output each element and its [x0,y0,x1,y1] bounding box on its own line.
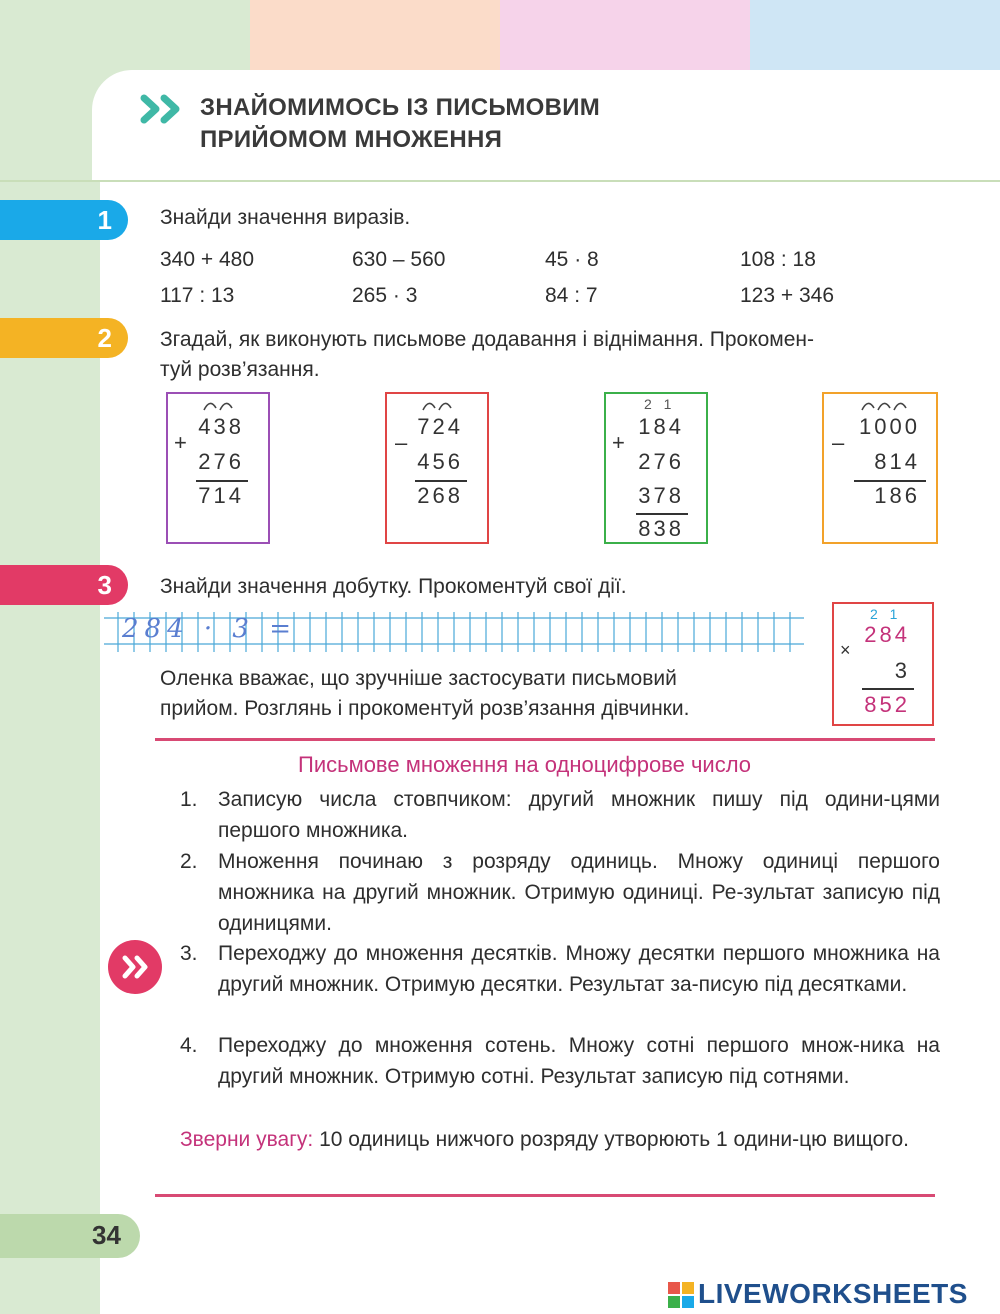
rule-bottom-line [155,1194,935,1197]
sum-result: 714 [198,483,244,508]
expression: 340 + 480 [160,248,255,271]
task-number-2: 2 [0,318,128,358]
minus-sign: – [832,430,845,455]
multiplicand: 284 [864,622,910,647]
sum-line [636,513,688,515]
expression: 117 : 13 [160,284,235,307]
sum-result: 838 [638,516,684,541]
expression: 630 – 560 [352,248,446,271]
carry-digits: 2 1 [870,606,902,622]
rule-item: 1. Записую числа стовпчиком: другий множник пишу під одини-цями першого множника. [180,788,940,842]
column-subtraction-1 [385,392,489,544]
note-text: 10 одиниць нижчого розряду утворюють 1 одини-цю вищого. [319,1128,910,1151]
minuend: 724 [417,414,463,439]
carry-arrows-icon [421,398,457,412]
addend-bottom: 276 [198,449,244,474]
difference-result: 186 [874,483,920,508]
plus-sign: + [612,430,625,455]
rule-title: Письмове множення на одноцифрове число [298,752,752,777]
column-addition-1 [166,392,270,544]
page-title: ЗНАЙОМИМОСЬ ІЗ ПИСЬМОВИМ ПРИЙОМОМ МНОЖЕННЯ [200,94,601,153]
left-green-margin [0,0,100,1314]
plus-sign: + [174,430,187,455]
expression: 108 : 18 [740,248,816,271]
difference-line [415,480,467,482]
addend-top: 438 [198,414,244,439]
rule-top-line [155,738,935,741]
expression: 45 · 8 [545,248,599,271]
times-sign: × [840,640,851,660]
addend-1: 184 [638,414,684,439]
sum-line [196,480,248,482]
task2-instruction: Згадай, як виконують письмове додавання і віднімання. Прокомен- туй розв’язання. [160,328,815,381]
liveworksheets-logo-icon [668,1282,694,1308]
task-number-1: 1 [0,200,128,240]
double-chevron-circle-icon [106,938,164,996]
addend-3: 378 [638,483,684,508]
product: 852 [864,692,910,717]
column-addition-2 [604,392,708,544]
carry-digits: 2 1 [644,396,676,412]
addend-2: 276 [638,449,684,474]
page-number: 34 [92,1220,121,1250]
multiplier: 3 [894,658,910,683]
minuend: 1000 [859,414,920,439]
task-number-3: 3 [0,565,128,605]
rule-item: 4. Переходжу до множення сотень. Множу сотні першого множ-ника на другий множник. Отримую сотні. Результат записую під сотнями. [180,1034,940,1088]
liveworksheets-watermark: LIVEWORKSHEETS [698,1278,968,1309]
rule-note [180,1124,940,1155]
carry-arrows-icon [860,398,914,412]
minus-sign: – [395,430,408,455]
task3-instruction: Знайди значення добутку. Прокоментуй свої дії. [160,575,627,598]
product-line [862,688,914,690]
rule-item: 3. Переходжу до множення десятків. Множу десятки першого множника на другий множник. Отримую десятки. Результат за-писую під десятками. [180,942,940,996]
handwritten-expression: 284 · 3 = [122,614,298,644]
multiplication-example [832,602,934,726]
expression: 123 + 346 [740,284,835,307]
rule-item: 2. Множення починаю з розряду одиниць. Множу одиниці першого множника на другий множник. Отримую одиниці. Ре-зультат записую під одиницями. [180,850,940,935]
expression: 265 · 3 [352,284,418,307]
expression: 84 : 7 [545,284,598,307]
subtrahend: 814 [874,449,920,474]
header-divider [0,180,1000,182]
difference-result: 268 [417,483,463,508]
column-subtraction-2 [822,392,938,544]
difference-line [854,480,926,482]
task1-instruction: Знайди значення виразів. [160,206,411,229]
task3-paragraph: Оленка вважає, що зручніше застосувати письмовий прийом. Розглянь і прокоментуй розв’язання дівчинки. [160,667,690,720]
subtrahend: 456 [417,449,463,474]
double-chevron-icon [140,94,188,124]
note-label: Зверни увагу: [180,1128,314,1151]
carry-arrows-icon [202,398,238,412]
